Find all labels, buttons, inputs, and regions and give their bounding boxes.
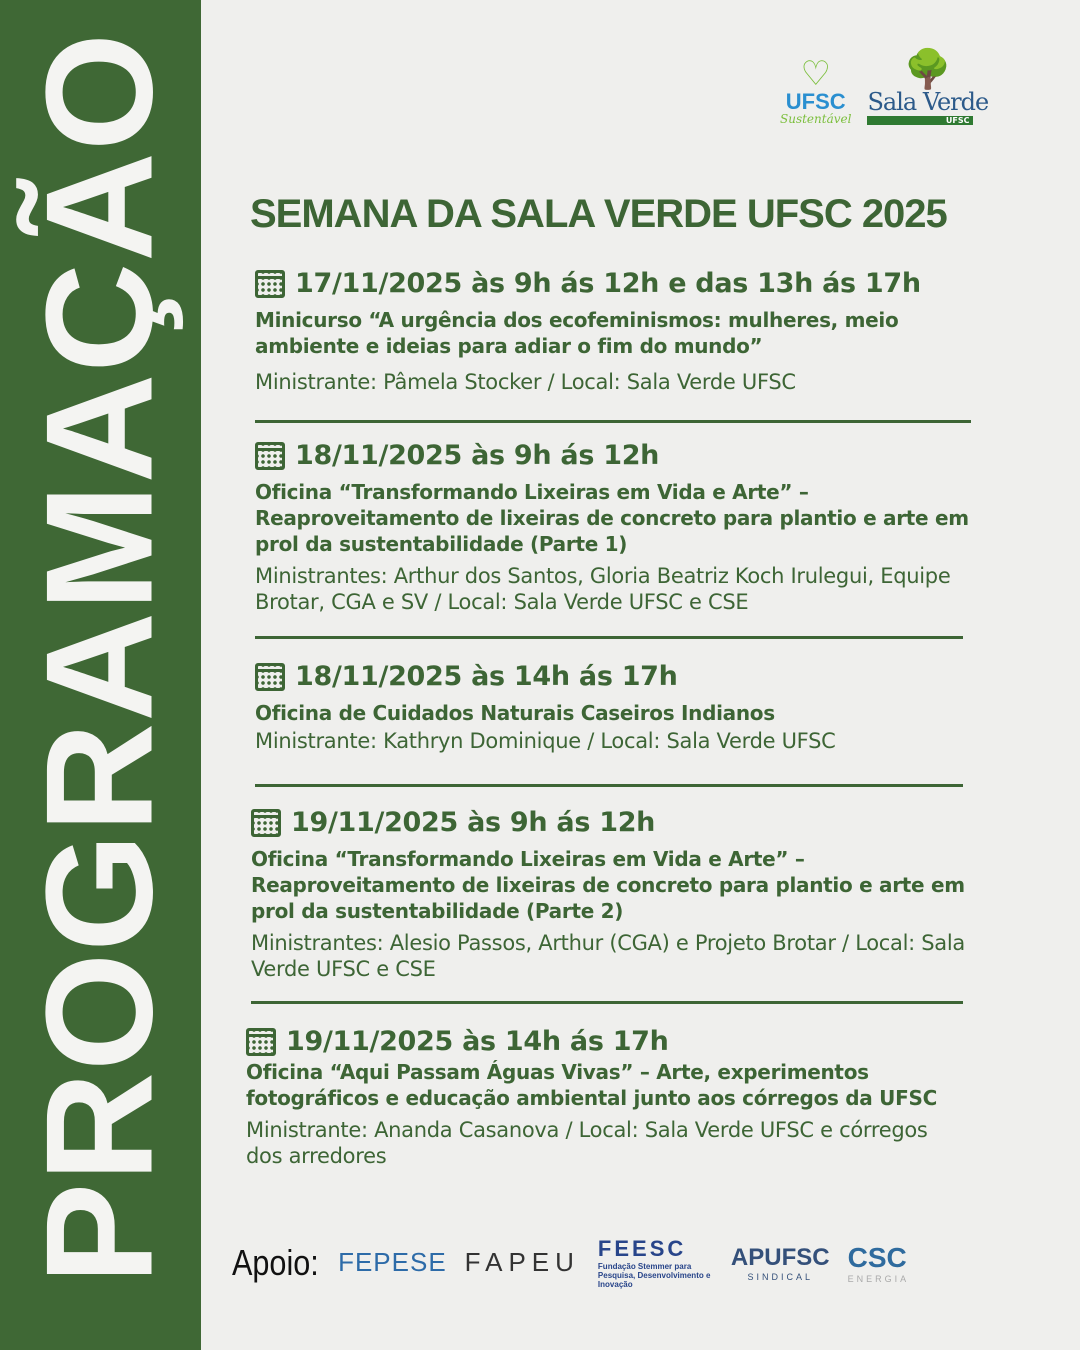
recycle-heart-icon: ♡ <box>800 54 831 94</box>
apoio-label: Apoio: <box>232 1241 319 1283</box>
page-title: SEMANA DA SALA VERDE UFSC 2025 <box>250 192 947 236</box>
fepese-logo: FEPESE <box>338 1247 447 1277</box>
event-3 <box>255 661 975 754</box>
calendar-icon <box>255 442 285 470</box>
event-5 <box>246 1026 966 1169</box>
event-title: Minicurso “A urgência dos ecofeminismos: mulheres, meio ambiente e ideias para adiar o fim do mundo” <box>255 308 899 358</box>
event-info: Ministrante: Pâmela Stocker / Local: Sala Verde UFSC <box>255 370 796 394</box>
feesc-logo <box>598 1236 713 1289</box>
divider <box>255 784 963 787</box>
event-1 <box>255 268 975 395</box>
divider <box>255 636 963 639</box>
event-2 <box>255 440 975 615</box>
event-title: Oficina “Transformando Lixeiras em Vida e Arte” – Reaproveitamento de lixeiras de concreto para plantio e arte em prol da sustentabilidade (Parte 2) <box>251 847 965 923</box>
event-info: Ministrantes: Arthur dos Santos, Gloria Beatriz Koch Irulegui, Equipe Brotar, CGA e SV / Local: Sala Verde UFSC e CSE <box>255 564 951 614</box>
event-info: Ministrante: Ananda Casanova / Local: Sala Verde UFSC e córregos dos arredores <box>246 1118 928 1168</box>
vertical-title: PROGRAMAÇÃO <box>14 31 185 1285</box>
ufsc-sustentavel-logo <box>780 54 852 126</box>
fapeu-logo: FAPEU <box>464 1247 580 1277</box>
apufsc-sub: SINDICAL <box>747 1271 814 1282</box>
event-date: 17/11/2025 às 9h ás 12h e das 13h ás 17h <box>295 268 921 299</box>
csc-logo <box>848 1242 910 1284</box>
divider <box>251 1001 963 1004</box>
sala-verde-sub: UFSC <box>867 116 973 125</box>
ufsc-logo-sub: Sustentável <box>780 112 852 126</box>
event-date: 18/11/2025 às 14h ás 17h <box>295 661 678 692</box>
ufsc-logo-text: UFSC <box>785 89 846 114</box>
event-info: Ministrante: Kathryn Dominique / Local: Sala Verde UFSC <box>255 729 836 753</box>
event-4 <box>251 807 971 982</box>
header-logos <box>780 47 989 126</box>
sponsors-footer <box>232 1236 909 1289</box>
event-date: 19/11/2025 às 14h ás 17h <box>286 1026 669 1057</box>
calendar-icon <box>255 663 285 691</box>
calendar-icon <box>246 1028 276 1056</box>
event-title: Oficina “Transformando Lixeiras em Vida e Arte” – Reaproveitamento de lixeiras de concreto para plantio e arte em prol da sustentabilidade (Parte 1) <box>255 480 969 556</box>
calendar-icon <box>255 270 285 298</box>
calendar-icon <box>251 809 281 837</box>
apufsc-text: APUFSC <box>730 1243 830 1271</box>
feesc-sub: Fundação Stemmer para Pesquisa, Desenvolvimento e Inovação <box>597 1262 711 1289</box>
event-date: 18/11/2025 às 9h ás 12h <box>295 440 660 471</box>
sala-verde-logo <box>867 47 989 125</box>
csc-sub: ENERGIA <box>847 1273 910 1284</box>
apufsc-logo <box>731 1244 830 1282</box>
tree-icon: 🌳 <box>904 47 952 91</box>
event-info: Ministrantes: Alesio Passos, Arthur (CGA) e Projeto Brotar / Local: Sala Verde UFSC e CSE <box>251 931 965 981</box>
csc-text: CSC <box>847 1241 907 1273</box>
feesc-text: FEESC <box>597 1236 687 1261</box>
event-title: Oficina “Aqui Passam Águas Vivas” – Arte, experimentos fotográficos e educação ambiental junto aos córregos da UFSC <box>246 1060 937 1110</box>
event-title: Oficina de Cuidados Naturais Caseiros Indianos <box>255 701 775 725</box>
divider <box>255 420 971 423</box>
sala-verde-text: Sala Verde <box>867 88 989 116</box>
sidebar <box>0 0 201 1350</box>
event-date: 19/11/2025 às 9h ás 12h <box>291 807 656 838</box>
